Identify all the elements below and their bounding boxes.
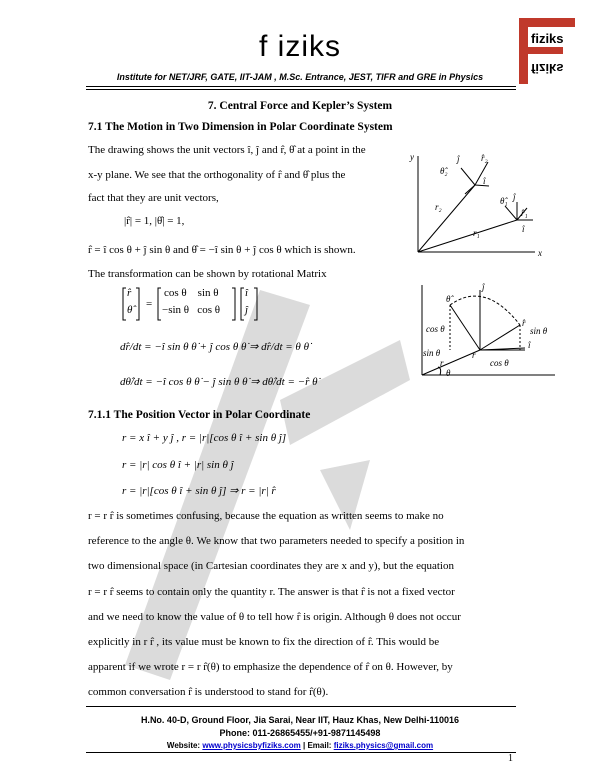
derivative-eq-2: dθ̂/dt = −î cos θ θ̇ − ĵ sin θ θ̇ ⇒ dθ̂/dt = −r̂ θ̇ <box>120 376 318 388</box>
svg-text:=: = <box>146 298 153 310</box>
derivative-eq-1: dr̂/dt = −î sin θ θ̇ + ĵ cos θ θ̇ ⇒ dr̂/dt = θ θ̇ <box>120 341 309 353</box>
fig2-j-hat: ĵ <box>482 282 485 292</box>
matrix-rhs-top: î <box>245 287 249 299</box>
position-eq-1: r = x î + y ĵ , r = |r|[cos θ î + sin θ ĵ] <box>122 432 287 444</box>
fig2-r: r <box>472 350 476 360</box>
unit-equation: |r̂| = 1, |θ̂| = 1, <box>124 215 185 227</box>
fiziks-logo <box>517 16 581 88</box>
fig2-r-hat: r̂ <box>522 318 526 328</box>
fig1-i-hat-2: î <box>522 224 525 234</box>
fig1-x-label: x <box>538 248 542 258</box>
fig2-theta-hat: θ̂ <box>446 294 451 304</box>
body-line: apparent if we wrote r = r r̂(θ) to emphasize the dependence of r̂ on θ. However, by <box>88 661 453 674</box>
position-eq-2: r = |r| cos θ î + |r| sin θ ĵ <box>122 459 234 471</box>
fig1-r1: r₁ <box>473 228 480 238</box>
figure-decomposition <box>410 280 560 385</box>
chapter-title: 7. Central Force and Kepler’s System <box>207 100 393 112</box>
brand-title: f iziks <box>259 30 341 63</box>
intro-line-1: The drawing shows the unit vectors î, ĵ and r̂, θ̂ at a point in the <box>88 144 366 156</box>
fig1-theta2-hat: θ̂₂ <box>440 166 448 176</box>
logo-text-mirror: fiziks <box>531 61 564 76</box>
fig1-theta1-hat: θ̂₁ <box>500 196 508 206</box>
rotation-matrix <box>122 286 292 322</box>
matrix-row-1: cos θ sin θ <box>164 287 219 299</box>
relation-equation: r̂ = î cos θ + ĵ sin θ and θ̂ = −î sin θ + ĵ cos θ which is shown. <box>88 244 356 256</box>
body-line: common conversation r̂ is understood to stand for r̂(θ). <box>88 686 329 699</box>
subsection-title: 7.1.1 The Position Vector in Polar Coordinate <box>88 409 311 421</box>
footer-rule-bottom <box>86 752 516 753</box>
fig2-sin-theta-left: sin θ <box>423 348 441 358</box>
page-number: 1 <box>508 753 513 764</box>
fig2-i-hat: î <box>528 340 531 350</box>
fig2-theta: θ <box>446 368 451 378</box>
body-line: r = r r̂ seems to contain only the quantity r. The answer is that r̂ is not a fixed vector <box>88 585 455 598</box>
footer-phone: Phone: 011-26865455/+91-9871145498 <box>219 728 381 738</box>
fig2-cos-theta-top: cos θ <box>426 324 445 334</box>
footer-contact <box>0 741 600 750</box>
intro-line-3: fact that they are unit vectors, <box>88 192 219 204</box>
fig2-sin-theta-right: sin θ <box>530 326 548 336</box>
header-rule <box>86 86 516 87</box>
website-link[interactable]: www.physicsbyfiziks.com <box>202 741 301 750</box>
logo-text: fiziks <box>531 31 564 46</box>
matrix-row-2: −sin θ cos θ <box>162 304 220 316</box>
footer-address: H.No. 40-D, Ground Floor, Jia Sarai, Near IIT, Hauz Khas, New Delhi-110016 <box>140 715 460 725</box>
header-rule-thin <box>86 89 516 90</box>
fig2-cos-theta-bottom: cos θ <box>490 358 509 368</box>
fig1-r2-hat: r̂₂ <box>481 153 488 163</box>
tagline: Institute for NET/JRF, GATE, IIT-JAM , M.Sc. Entrance, JEST, TIFR and GRE in Physics <box>116 72 484 82</box>
body-line: r = r r̂ is sometimes confusing, because the equation as written seems to make no <box>88 510 444 522</box>
body-line: two dimensional space (in Cartesian coordinates they are x and y), but the equation <box>88 560 454 573</box>
position-eq-3: r = |r|[cos θ î + sin θ ĵ] ⇒ r = |r| r̂ <box>122 485 276 497</box>
email-link[interactable]: fiziks.physics@gmail.com <box>333 741 434 750</box>
body-line: explicitly in r r̂ , its value must be known to fix the direction of r̂. This would be <box>88 636 440 649</box>
figure-unit-vectors <box>405 150 550 262</box>
body-paragraph <box>88 504 516 706</box>
matrix-intro: The transformation can be shown by rotational Matrix <box>88 268 327 280</box>
website-label: Website: <box>166 741 201 750</box>
matrix-rhs-bottom: ĵ <box>245 304 249 316</box>
fig2-r-small: r <box>440 358 444 368</box>
matrix-lhs-bottom: θ̂ <box>127 304 133 316</box>
matrix-lhs-top: r̂ <box>127 287 132 299</box>
section-title: 7.1 The Motion in Two Dimension in Polar Coordinate System <box>88 121 393 133</box>
email-label: | Email: <box>302 741 332 750</box>
body-line: and we need to know the value of θ to tell how r̂ is origin. Although θ does not occur <box>88 610 461 623</box>
fig1-r1-hat: r̂₁ <box>521 208 528 218</box>
intro-line-2: x-y plane. We see that the orthogonality of r̂ and θ̂ plus the <box>88 169 346 181</box>
body-line: reference to the angle θ. We know that two parameters needed to specify a position in <box>88 535 465 548</box>
fig1-i-hat: î <box>483 176 486 186</box>
fig1-r2: r₂ <box>435 202 442 212</box>
footer-rule-top <box>86 706 516 707</box>
fig1-j-hat-2: ĵ <box>513 192 516 202</box>
fig1-j-hat: ĵ <box>457 154 460 164</box>
fig1-y-label: y <box>410 152 414 162</box>
